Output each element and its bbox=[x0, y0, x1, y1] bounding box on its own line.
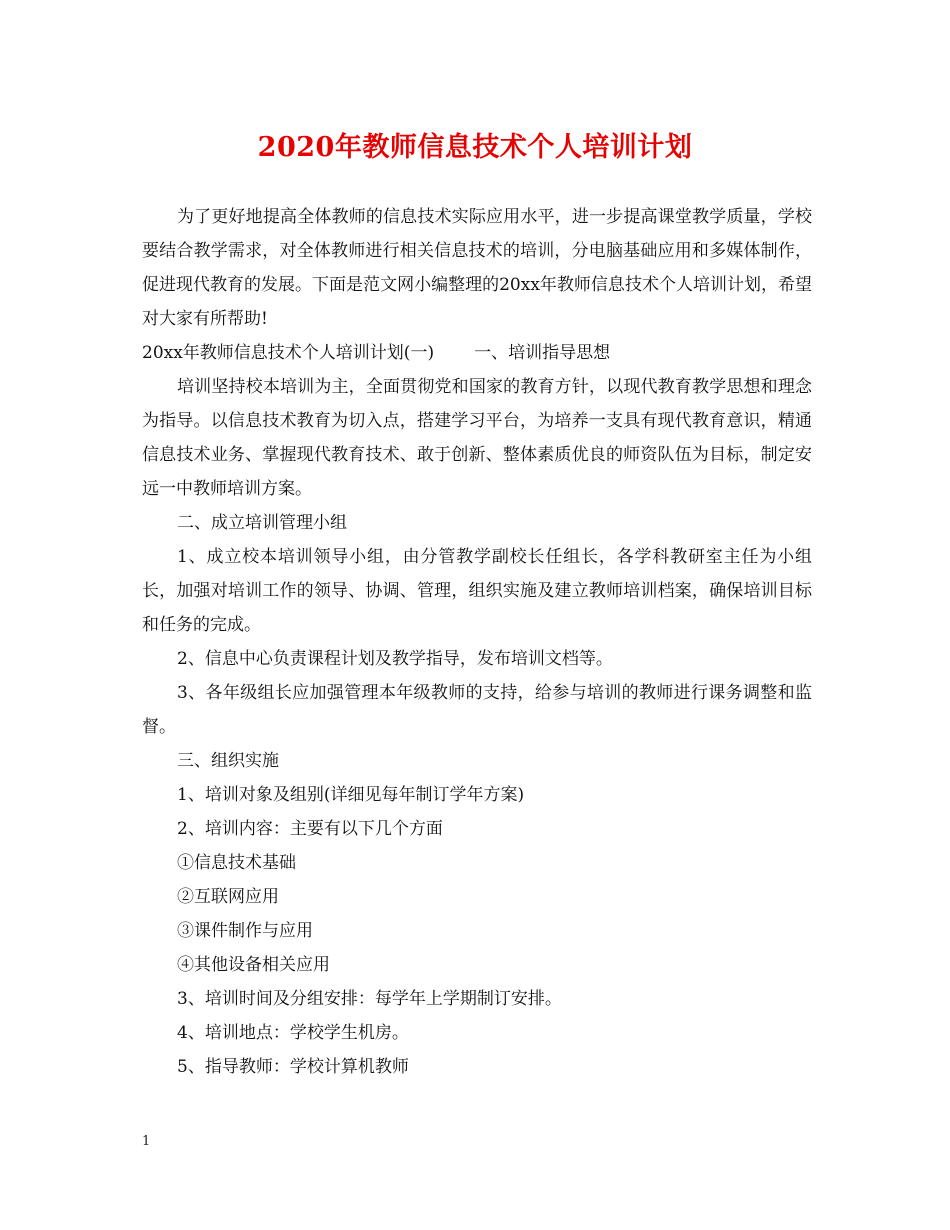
document-title: 2020年教师信息技术个人培训计划 bbox=[257, 132, 693, 163]
section2-heading: 二、成立培训管理小组 bbox=[177, 513, 347, 533]
content-item-1: ①信息技术基础 bbox=[177, 853, 296, 873]
section3-item-4: 4、培训地点：学校学生机房。 bbox=[177, 1023, 409, 1043]
intro-paragraph: 为了更好地提高全体教师的信息技术实际应用水平，进一步提高课堂教学质量，学校要结合教学需求，对全体教师进行相关信息技术的培训，分电脑基础应用和多媒体制作，促进现代教育的发展。下面是范文网小编整理的20xx年教师信息技术个人培训计划，希望对大家有所帮助! bbox=[142, 207, 812, 329]
plan-subtitle: 20xx年教师信息技术个人培训计划(一) bbox=[142, 343, 435, 363]
content-item-3: ③课件制作与应用 bbox=[177, 921, 313, 941]
section2-item-2: 2、信息中心负责课程计划及教学指导，发布培训文档等。 bbox=[177, 649, 613, 669]
section3-item-2: 2、培训内容：主要有以下几个方面 bbox=[177, 819, 443, 839]
page-number: 1 bbox=[142, 1134, 151, 1149]
section3-item-3: 3、培训时间及分组安排：每学年上学期制订安排。 bbox=[177, 989, 562, 1009]
section2-item-3: 3、各年级组长应加强管理本年级教师的支持，给参与培训的教师进行课务调整和监督。 bbox=[142, 683, 812, 737]
section1-body: 培训坚持校本培训为主，全面贯彻党和国家的教育方针，以现代教育教学思想和理念为指导。以信息技术教育为切入点，搭建学习平台，为培养一支具有现代教育意识，精通信息技术业务、掌握现代教育技术、敢于创新、整体素质优良的师资队伍为目标，制定安远一中教师培训方案。 bbox=[142, 377, 812, 499]
section1-heading: 一、培训指导思想 bbox=[474, 343, 611, 363]
document-body bbox=[142, 200, 812, 1084]
section3-item-5: 5、指导教师：学校计算机教师 bbox=[177, 1057, 409, 1077]
section3-heading: 三、组织实施 bbox=[177, 751, 279, 771]
content-item-2: ②互联网应用 bbox=[177, 887, 279, 907]
content-item-4: ④其他设备相关应用 bbox=[177, 955, 330, 975]
subtitle-line bbox=[142, 336, 812, 370]
section3-item-1: 1、培训对象及组别(详细见每年制订学年方案) bbox=[177, 785, 525, 805]
section2-item-1: 1、成立校本培训领导小组，由分管教学副校长任组长，各学科教研室主任为小组长，加强对培训工作的领导、协调、管理，组织实施及建立教师培训档案，确保培训目标和任务的完成。 bbox=[142, 547, 812, 635]
